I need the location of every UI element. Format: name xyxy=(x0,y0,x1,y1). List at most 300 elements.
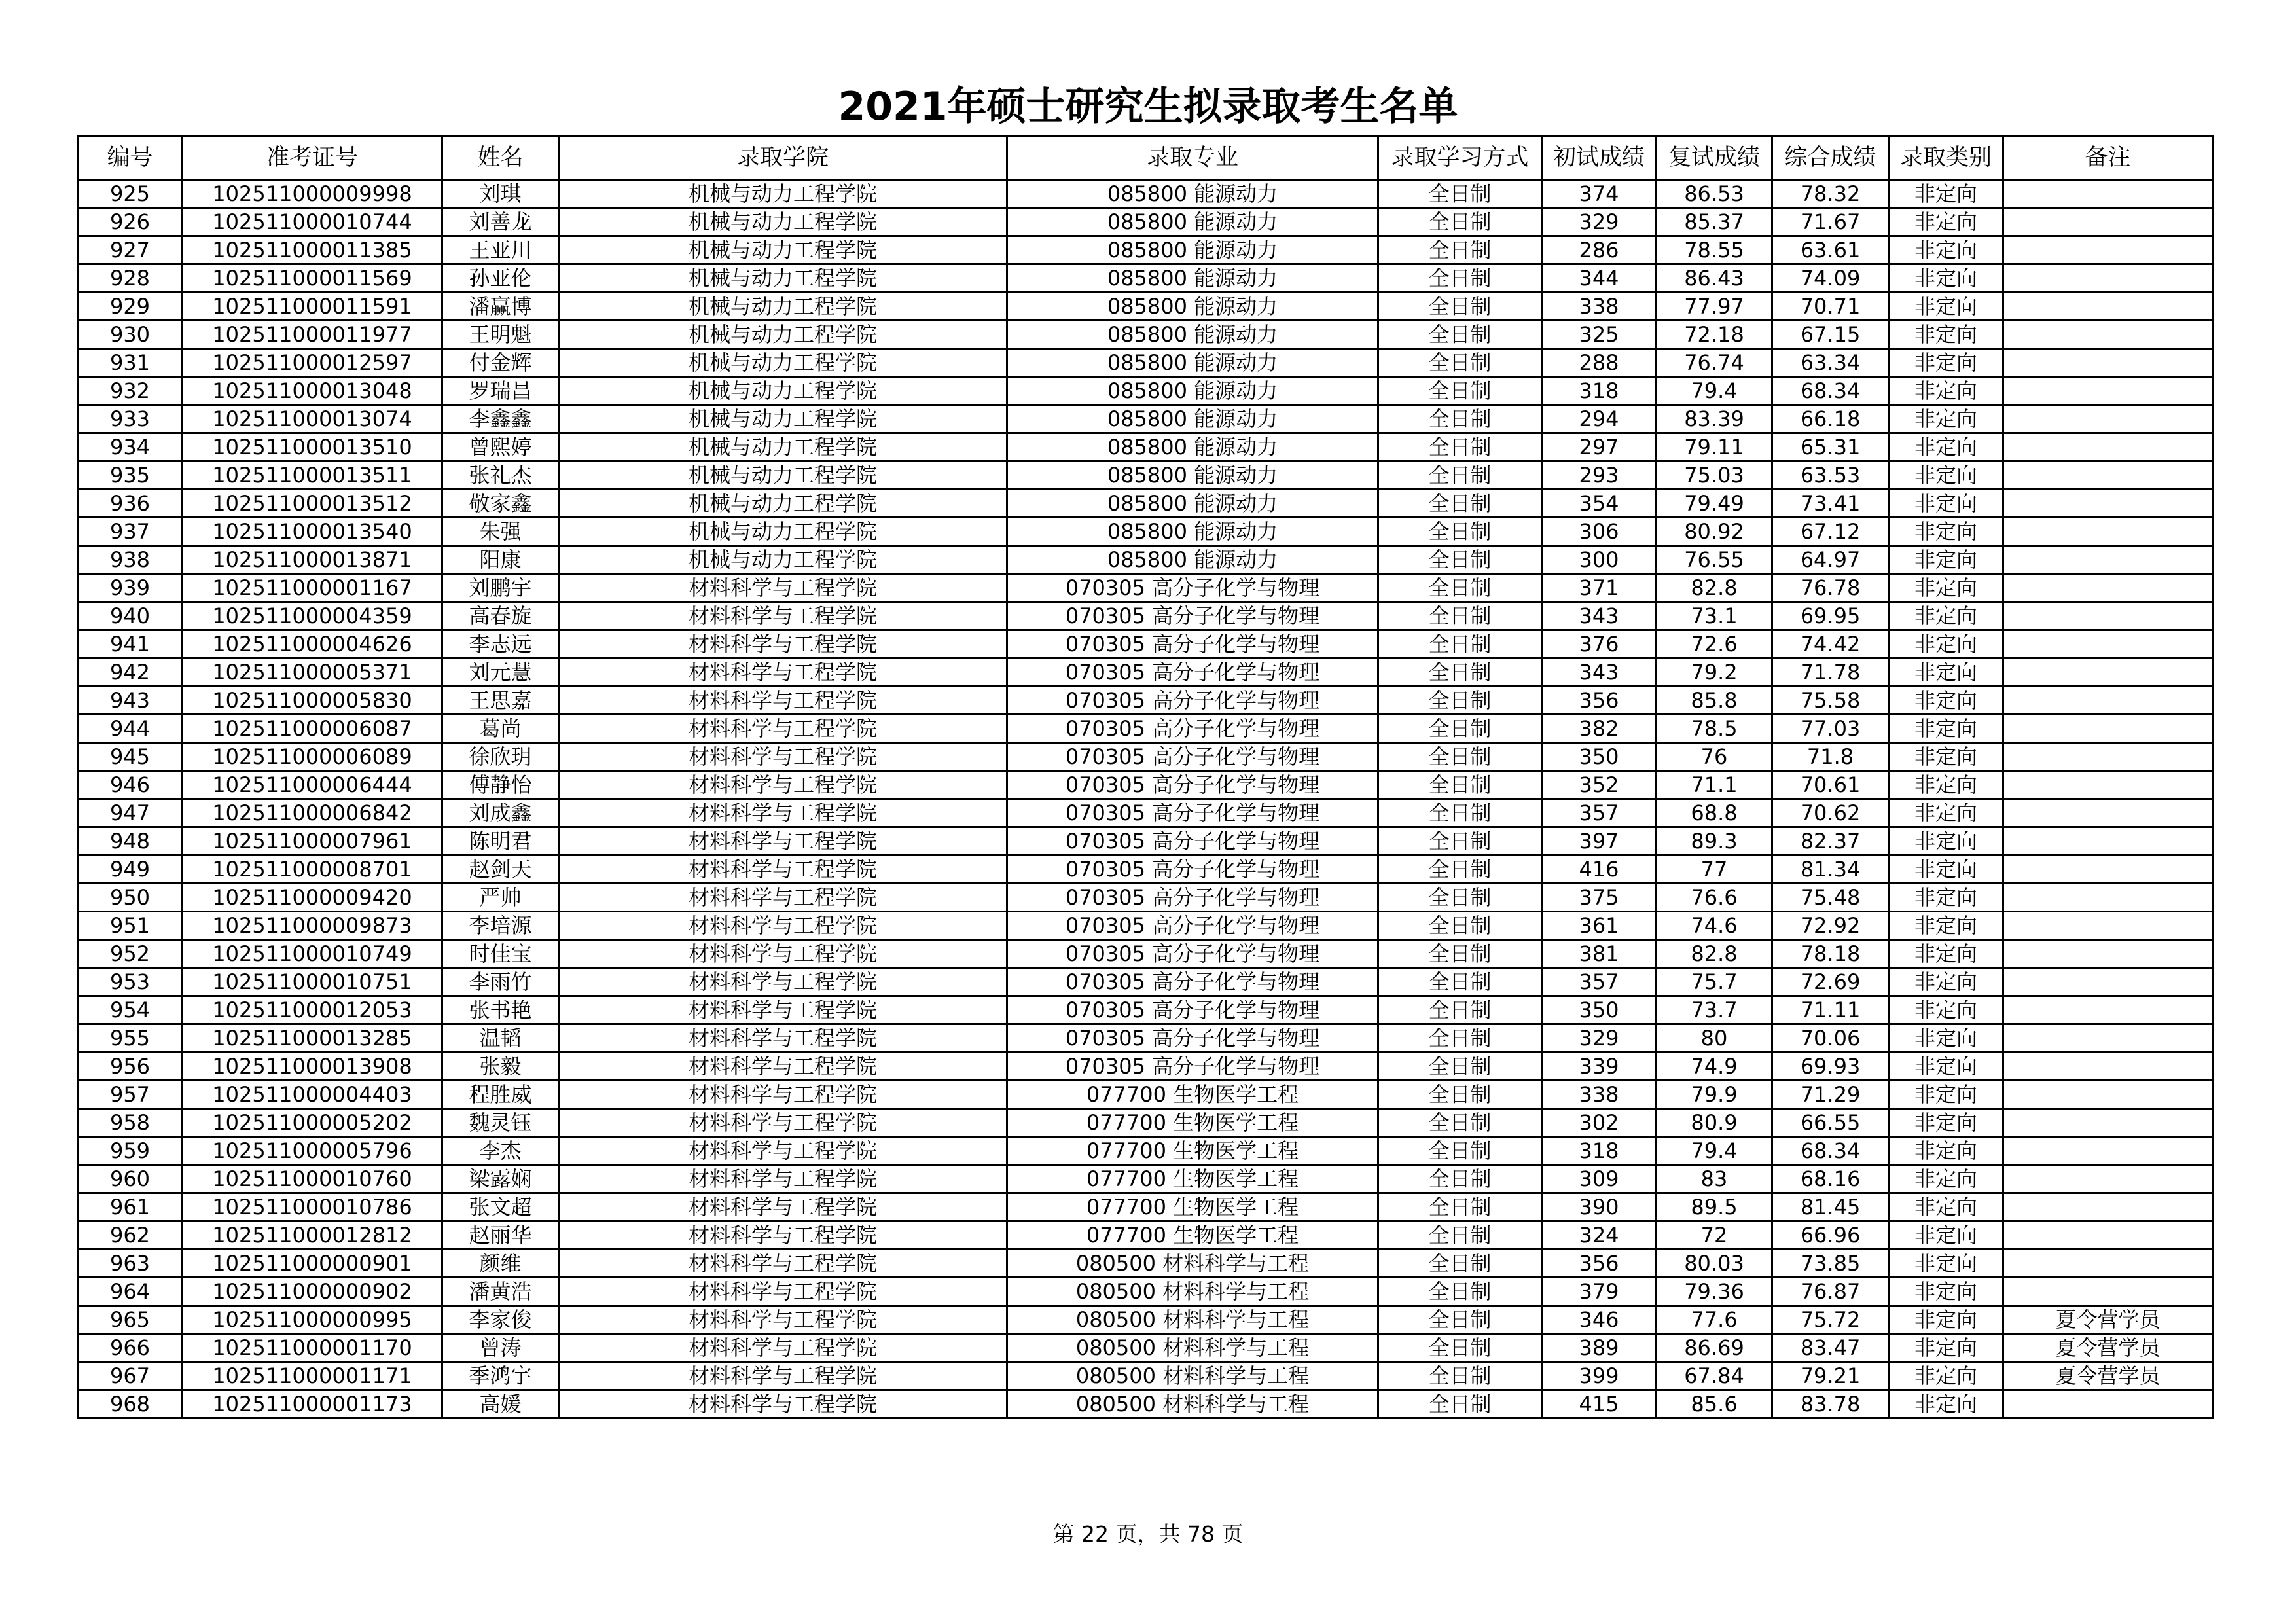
note-cell xyxy=(2003,264,2213,293)
type-cell: 非定向 xyxy=(1889,827,2003,856)
total-score-cell: 63.34 xyxy=(1772,349,1889,377)
major-cell: 070305 高分子化学与物理 xyxy=(1007,602,1378,630)
note-cell: 夏令营学员 xyxy=(2003,1306,2213,1334)
college-cell: 材料科学与工程学院 xyxy=(559,912,1007,940)
exam-id-cell: 102511000006842 xyxy=(183,799,442,827)
number-cell: 966 xyxy=(78,1334,183,1362)
number-cell: 939 xyxy=(78,574,183,602)
college-cell: 材料科学与工程学院 xyxy=(559,743,1007,771)
name-cell: 魏灵钰 xyxy=(442,1109,559,1137)
retest-score-cell: 72 xyxy=(1657,1221,1772,1250)
college-cell: 材料科学与工程学院 xyxy=(559,1137,1007,1165)
exam-id-cell: 102511000011569 xyxy=(183,264,442,293)
college-cell: 机械与动力工程学院 xyxy=(559,208,1007,236)
note-cell xyxy=(2003,433,2213,461)
major-cell: 070305 高分子化学与物理 xyxy=(1007,912,1378,940)
exam-id-cell: 102511000005796 xyxy=(183,1137,442,1165)
type-cell: 非定向 xyxy=(1889,461,2003,490)
major-cell: 080500 材料科学与工程 xyxy=(1007,1390,1378,1418)
college-cell: 材料科学与工程学院 xyxy=(559,940,1007,968)
major-cell: 085800 能源动力 xyxy=(1007,461,1378,490)
name-cell: 曾涛 xyxy=(442,1334,559,1362)
table-row xyxy=(78,856,2213,884)
major-cell: 085800 能源动力 xyxy=(1007,405,1378,433)
exam-id-cell: 102511000000902 xyxy=(183,1278,442,1306)
initial-score-cell: 357 xyxy=(1542,968,1657,996)
initial-score-cell: 350 xyxy=(1542,743,1657,771)
col-initial-score-header: 初试成绩 xyxy=(1542,136,1657,180)
table-row xyxy=(78,1081,2213,1109)
number-cell: 955 xyxy=(78,1024,183,1053)
name-cell: 高媛 xyxy=(442,1390,559,1418)
total-score-cell: 79.21 xyxy=(1772,1362,1889,1390)
type-cell: 非定向 xyxy=(1889,602,2003,630)
college-cell: 机械与动力工程学院 xyxy=(559,490,1007,518)
exam-id-cell: 102511000012053 xyxy=(183,996,442,1024)
initial-score-cell: 306 xyxy=(1542,518,1657,546)
number-cell: 933 xyxy=(78,405,183,433)
exam-id-cell: 102511000012597 xyxy=(183,349,442,377)
retest-score-cell: 74.6 xyxy=(1657,912,1772,940)
name-cell: 罗瑞昌 xyxy=(442,377,559,405)
note-cell xyxy=(2003,1137,2213,1165)
number-cell: 964 xyxy=(78,1278,183,1306)
table-row xyxy=(78,827,2213,856)
major-cell: 085800 能源动力 xyxy=(1007,293,1378,321)
college-cell: 材料科学与工程学院 xyxy=(559,1362,1007,1390)
college-cell: 机械与动力工程学院 xyxy=(559,461,1007,490)
number-cell: 946 xyxy=(78,771,183,799)
mode-cell: 全日制 xyxy=(1378,377,1542,405)
college-cell: 机械与动力工程学院 xyxy=(559,546,1007,574)
name-cell: 陈明君 xyxy=(442,827,559,856)
major-cell: 070305 高分子化学与物理 xyxy=(1007,799,1378,827)
table-row xyxy=(78,659,2213,687)
mode-cell: 全日制 xyxy=(1378,912,1542,940)
name-cell: 李鑫鑫 xyxy=(442,405,559,433)
col-exam-id-header: 准考证号 xyxy=(183,136,442,180)
number-cell: 928 xyxy=(78,264,183,293)
college-cell: 材料科学与工程学院 xyxy=(559,968,1007,996)
page-title: 2021年硕士研究生拟录取考生名单 xyxy=(838,84,1458,130)
college-cell: 机械与动力工程学院 xyxy=(559,349,1007,377)
number-cell: 943 xyxy=(78,687,183,715)
exam-id-cell: 102511000010786 xyxy=(183,1193,442,1221)
note-cell xyxy=(2003,1390,2213,1418)
col-number-header: 编号 xyxy=(78,136,183,180)
note-cell xyxy=(2003,208,2213,236)
major-cell: 080500 材料科学与工程 xyxy=(1007,1306,1378,1334)
mode-cell: 全日制 xyxy=(1378,321,1542,349)
number-cell: 948 xyxy=(78,827,183,856)
mode-cell: 全日制 xyxy=(1378,236,1542,264)
mode-cell: 全日制 xyxy=(1378,687,1542,715)
mode-cell: 全日制 xyxy=(1378,602,1542,630)
retest-score-cell: 82.8 xyxy=(1657,940,1772,968)
table-row xyxy=(78,1362,2213,1390)
note-cell xyxy=(2003,1024,2213,1053)
name-cell: 刘成鑫 xyxy=(442,799,559,827)
college-cell: 材料科学与工程学院 xyxy=(559,1053,1007,1081)
total-score-cell: 81.34 xyxy=(1772,856,1889,884)
initial-score-cell: 293 xyxy=(1542,461,1657,490)
number-cell: 926 xyxy=(78,208,183,236)
major-cell: 085800 能源动力 xyxy=(1007,321,1378,349)
table-row xyxy=(78,602,2213,630)
retest-score-cell: 79.4 xyxy=(1657,377,1772,405)
mode-cell: 全日制 xyxy=(1378,715,1542,743)
type-cell: 非定向 xyxy=(1889,518,2003,546)
table-row xyxy=(78,236,2213,264)
initial-score-cell: 354 xyxy=(1542,490,1657,518)
table-row xyxy=(78,715,2213,743)
major-cell: 085800 能源动力 xyxy=(1007,349,1378,377)
mode-cell: 全日制 xyxy=(1378,799,1542,827)
major-cell: 070305 高分子化学与物理 xyxy=(1007,856,1378,884)
initial-score-cell: 371 xyxy=(1542,574,1657,602)
note-cell: 夏令营学员 xyxy=(2003,1334,2213,1362)
major-cell: 085800 能源动力 xyxy=(1007,518,1378,546)
mode-cell: 全日制 xyxy=(1378,1306,1542,1334)
total-score-cell: 75.72 xyxy=(1772,1306,1889,1334)
name-cell: 时佳宝 xyxy=(442,940,559,968)
table-row xyxy=(78,405,2213,433)
total-score-cell: 67.15 xyxy=(1772,321,1889,349)
initial-score-cell: 324 xyxy=(1542,1221,1657,1250)
name-cell: 刘善龙 xyxy=(442,208,559,236)
number-cell: 960 xyxy=(78,1165,183,1193)
exam-id-cell: 102511000001170 xyxy=(183,1334,442,1362)
retest-score-cell: 77 xyxy=(1657,856,1772,884)
retest-score-cell: 85.37 xyxy=(1657,208,1772,236)
exam-id-cell: 102511000005371 xyxy=(183,659,442,687)
exam-id-cell: 102511000010751 xyxy=(183,968,442,996)
exam-id-cell: 102511000005202 xyxy=(183,1109,442,1137)
mode-cell: 全日制 xyxy=(1378,1221,1542,1250)
type-cell: 非定向 xyxy=(1889,996,2003,1024)
table-row xyxy=(78,433,2213,461)
major-cell: 070305 高分子化学与物理 xyxy=(1007,630,1378,659)
mode-cell: 全日制 xyxy=(1378,856,1542,884)
retest-score-cell: 75.7 xyxy=(1657,968,1772,996)
college-cell: 材料科学与工程学院 xyxy=(559,799,1007,827)
total-score-cell: 75.48 xyxy=(1772,884,1889,912)
mode-cell: 全日制 xyxy=(1378,996,1542,1024)
exam-id-cell: 102511000013511 xyxy=(183,461,442,490)
table-row xyxy=(78,968,2213,996)
total-score-cell: 83.47 xyxy=(1772,1334,1889,1362)
name-cell: 王思嘉 xyxy=(442,687,559,715)
note-cell xyxy=(2003,743,2213,771)
retest-score-cell: 72.18 xyxy=(1657,321,1772,349)
exam-id-cell: 102511000011385 xyxy=(183,236,442,264)
initial-score-cell: 329 xyxy=(1542,208,1657,236)
major-cell: 070305 高分子化学与物理 xyxy=(1007,659,1378,687)
note-cell xyxy=(2003,799,2213,827)
type-cell: 非定向 xyxy=(1889,236,2003,264)
college-cell: 材料科学与工程学院 xyxy=(559,1193,1007,1221)
type-cell: 非定向 xyxy=(1889,1053,2003,1081)
mode-cell: 全日制 xyxy=(1378,518,1542,546)
retest-score-cell: 79.36 xyxy=(1657,1278,1772,1306)
table-row xyxy=(78,208,2213,236)
number-cell: 935 xyxy=(78,461,183,490)
major-cell: 085800 能源动力 xyxy=(1007,377,1378,405)
table-row xyxy=(78,1024,2213,1053)
mode-cell: 全日制 xyxy=(1378,884,1542,912)
col-category-header: 录取类别 xyxy=(1889,136,2003,180)
exam-id-cell: 102511000001173 xyxy=(183,1390,442,1418)
number-cell: 938 xyxy=(78,546,183,574)
mode-cell: 全日制 xyxy=(1378,293,1542,321)
mode-cell: 全日制 xyxy=(1378,940,1542,968)
mode-cell: 全日制 xyxy=(1378,771,1542,799)
initial-score-cell: 294 xyxy=(1542,405,1657,433)
initial-score-cell: 286 xyxy=(1542,236,1657,264)
initial-score-cell: 343 xyxy=(1542,659,1657,687)
total-score-cell: 71.8 xyxy=(1772,743,1889,771)
total-score-cell: 69.93 xyxy=(1772,1053,1889,1081)
major-cell: 080500 材料科学与工程 xyxy=(1007,1362,1378,1390)
exam-id-cell: 102511000013510 xyxy=(183,433,442,461)
initial-score-cell: 382 xyxy=(1542,715,1657,743)
note-cell xyxy=(2003,377,2213,405)
retest-score-cell: 79.49 xyxy=(1657,490,1772,518)
type-cell: 非定向 xyxy=(1889,912,2003,940)
note-cell xyxy=(2003,1250,2213,1278)
mode-cell: 全日制 xyxy=(1378,208,1542,236)
major-cell: 070305 高分子化学与物理 xyxy=(1007,827,1378,856)
exam-id-cell: 102511000004403 xyxy=(183,1081,442,1109)
name-cell: 潘赢博 xyxy=(442,293,559,321)
initial-score-cell: 338 xyxy=(1542,1081,1657,1109)
exam-id-cell: 102511000010760 xyxy=(183,1165,442,1193)
note-cell xyxy=(2003,1193,2213,1221)
retest-score-cell: 79.9 xyxy=(1657,1081,1772,1109)
initial-score-cell: 288 xyxy=(1542,349,1657,377)
mode-cell: 全日制 xyxy=(1378,461,1542,490)
table-row xyxy=(78,884,2213,912)
college-cell: 机械与动力工程学院 xyxy=(559,321,1007,349)
type-cell: 非定向 xyxy=(1889,1250,2003,1278)
name-cell: 孙亚伦 xyxy=(442,264,559,293)
table-row xyxy=(78,1221,2213,1250)
total-score-cell: 67.12 xyxy=(1772,518,1889,546)
retest-score-cell: 80.9 xyxy=(1657,1109,1772,1137)
name-cell: 阳康 xyxy=(442,546,559,574)
major-cell: 070305 高分子化学与物理 xyxy=(1007,1053,1378,1081)
initial-score-cell: 356 xyxy=(1542,1250,1657,1278)
number-cell: 930 xyxy=(78,321,183,349)
retest-score-cell: 67.84 xyxy=(1657,1362,1772,1390)
number-cell: 934 xyxy=(78,433,183,461)
exam-id-cell: 102511000013048 xyxy=(183,377,442,405)
college-cell: 材料科学与工程学院 xyxy=(559,1334,1007,1362)
total-score-cell: 76.87 xyxy=(1772,1278,1889,1306)
exam-id-cell: 102511000013908 xyxy=(183,1053,442,1081)
college-cell: 材料科学与工程学院 xyxy=(559,630,1007,659)
type-cell: 非定向 xyxy=(1889,1334,2003,1362)
number-cell: 927 xyxy=(78,236,183,264)
note-cell xyxy=(2003,461,2213,490)
name-cell: 刘鹏宇 xyxy=(442,574,559,602)
note-cell xyxy=(2003,546,2213,574)
college-cell: 材料科学与工程学院 xyxy=(559,687,1007,715)
note-cell xyxy=(2003,771,2213,799)
initial-score-cell: 338 xyxy=(1542,293,1657,321)
major-cell: 077700 生物医学工程 xyxy=(1007,1165,1378,1193)
exam-id-cell: 102511000012812 xyxy=(183,1221,442,1250)
college-cell: 材料科学与工程学院 xyxy=(559,1278,1007,1306)
total-score-cell: 63.53 xyxy=(1772,461,1889,490)
exam-id-cell: 102511000010744 xyxy=(183,208,442,236)
exam-id-cell: 102511000006089 xyxy=(183,743,442,771)
college-cell: 材料科学与工程学院 xyxy=(559,1306,1007,1334)
retest-score-cell: 76.55 xyxy=(1657,546,1772,574)
type-cell: 非定向 xyxy=(1889,1306,2003,1334)
major-cell: 085800 能源动力 xyxy=(1007,264,1378,293)
initial-score-cell: 399 xyxy=(1542,1362,1657,1390)
total-score-cell: 78.32 xyxy=(1772,180,1889,208)
major-cell: 085800 能源动力 xyxy=(1007,180,1378,208)
note-cell xyxy=(2003,1221,2213,1250)
number-cell: 968 xyxy=(78,1390,183,1418)
name-cell: 王亚川 xyxy=(442,236,559,264)
major-cell: 080500 材料科学与工程 xyxy=(1007,1250,1378,1278)
number-cell: 945 xyxy=(78,743,183,771)
name-cell: 赵剑天 xyxy=(442,856,559,884)
table-row xyxy=(78,940,2213,968)
number-cell: 963 xyxy=(78,1250,183,1278)
major-cell: 085800 能源动力 xyxy=(1007,208,1378,236)
note-cell xyxy=(2003,912,2213,940)
retest-score-cell: 80.92 xyxy=(1657,518,1772,546)
table-row xyxy=(78,1278,2213,1306)
table-row xyxy=(78,574,2213,602)
type-cell: 非定向 xyxy=(1889,1193,2003,1221)
major-cell: 080500 材料科学与工程 xyxy=(1007,1278,1378,1306)
retest-score-cell: 80 xyxy=(1657,1024,1772,1053)
total-score-cell: 70.71 xyxy=(1772,293,1889,321)
type-cell: 非定向 xyxy=(1889,208,2003,236)
retest-score-cell: 68.8 xyxy=(1657,799,1772,827)
name-cell: 李雨竹 xyxy=(442,968,559,996)
note-cell xyxy=(2003,1081,2213,1109)
type-cell: 非定向 xyxy=(1889,574,2003,602)
initial-score-cell: 376 xyxy=(1542,630,1657,659)
exam-id-cell: 102511000011591 xyxy=(183,293,442,321)
number-cell: 962 xyxy=(78,1221,183,1250)
type-cell: 非定向 xyxy=(1889,405,2003,433)
mode-cell: 全日制 xyxy=(1378,1362,1542,1390)
initial-score-cell: 346 xyxy=(1542,1306,1657,1334)
initial-score-cell: 357 xyxy=(1542,799,1657,827)
mode-cell: 全日制 xyxy=(1378,349,1542,377)
total-score-cell: 74.09 xyxy=(1772,264,1889,293)
initial-score-cell: 397 xyxy=(1542,827,1657,856)
type-cell: 非定向 xyxy=(1889,1165,2003,1193)
col-notes-header: 备注 xyxy=(2003,136,2213,180)
name-cell: 王明魁 xyxy=(442,321,559,349)
name-cell: 刘琪 xyxy=(442,180,559,208)
type-cell: 非定向 xyxy=(1889,884,2003,912)
major-cell: 085800 能源动力 xyxy=(1007,546,1378,574)
total-score-cell: 73.85 xyxy=(1772,1250,1889,1278)
table-row xyxy=(78,490,2213,518)
major-cell: 077700 生物医学工程 xyxy=(1007,1109,1378,1137)
total-score-cell: 63.61 xyxy=(1772,236,1889,264)
retest-score-cell: 78.5 xyxy=(1657,715,1772,743)
major-cell: 070305 高分子化学与物理 xyxy=(1007,1024,1378,1053)
type-cell: 非定向 xyxy=(1889,968,2003,996)
college-cell: 材料科学与工程学院 xyxy=(559,1109,1007,1137)
major-cell: 077700 生物医学工程 xyxy=(1007,1221,1378,1250)
total-score-cell: 72.69 xyxy=(1772,968,1889,996)
note-cell xyxy=(2003,293,2213,321)
major-cell: 070305 高分子化学与物理 xyxy=(1007,996,1378,1024)
type-cell: 非定向 xyxy=(1889,1221,2003,1250)
table-row xyxy=(78,996,2213,1024)
name-cell: 李培源 xyxy=(442,912,559,940)
major-cell: 085800 能源动力 xyxy=(1007,490,1378,518)
retest-score-cell: 83 xyxy=(1657,1165,1772,1193)
mode-cell: 全日制 xyxy=(1378,1024,1542,1053)
major-cell: 080500 材料科学与工程 xyxy=(1007,1334,1378,1362)
table-row xyxy=(78,377,2213,405)
total-score-cell: 65.31 xyxy=(1772,433,1889,461)
initial-score-cell: 416 xyxy=(1542,856,1657,884)
total-score-cell: 70.06 xyxy=(1772,1024,1889,1053)
major-cell: 070305 高分子化学与物理 xyxy=(1007,743,1378,771)
number-cell: 941 xyxy=(78,630,183,659)
total-score-cell: 76.78 xyxy=(1772,574,1889,602)
retest-score-cell: 86.53 xyxy=(1657,180,1772,208)
type-cell: 非定向 xyxy=(1889,293,2003,321)
total-score-cell: 77.03 xyxy=(1772,715,1889,743)
college-cell: 机械与动力工程学院 xyxy=(559,264,1007,293)
retest-score-cell: 86.69 xyxy=(1657,1334,1772,1362)
mode-cell: 全日制 xyxy=(1378,659,1542,687)
col-study-mode-header: 录取学习方式 xyxy=(1378,136,1542,180)
retest-score-cell: 85.8 xyxy=(1657,687,1772,715)
name-cell: 颜维 xyxy=(442,1250,559,1278)
total-score-cell: 71.78 xyxy=(1772,659,1889,687)
mode-cell: 全日制 xyxy=(1378,1109,1542,1137)
initial-score-cell: 389 xyxy=(1542,1334,1657,1362)
exam-id-cell: 102511000009420 xyxy=(183,884,442,912)
name-cell: 刘元慧 xyxy=(442,659,559,687)
number-cell: 967 xyxy=(78,1362,183,1390)
total-score-cell: 72.92 xyxy=(1772,912,1889,940)
college-cell: 机械与动力工程学院 xyxy=(559,180,1007,208)
table-row xyxy=(78,1137,2213,1165)
initial-score-cell: 318 xyxy=(1542,1137,1657,1165)
number-cell: 940 xyxy=(78,602,183,630)
name-cell: 潘黄浩 xyxy=(442,1278,559,1306)
table-row xyxy=(78,1334,2213,1362)
note-cell xyxy=(2003,715,2213,743)
total-score-cell: 78.18 xyxy=(1772,940,1889,968)
note-cell xyxy=(2003,940,2213,968)
note-cell: 夏令营学员 xyxy=(2003,1362,2213,1390)
note-cell xyxy=(2003,968,2213,996)
table-row xyxy=(78,1165,2213,1193)
initial-score-cell: 318 xyxy=(1542,377,1657,405)
note-cell xyxy=(2003,602,2213,630)
table-row xyxy=(78,1053,2213,1081)
exam-id-cell: 102511000005830 xyxy=(183,687,442,715)
number-cell: 961 xyxy=(78,1193,183,1221)
